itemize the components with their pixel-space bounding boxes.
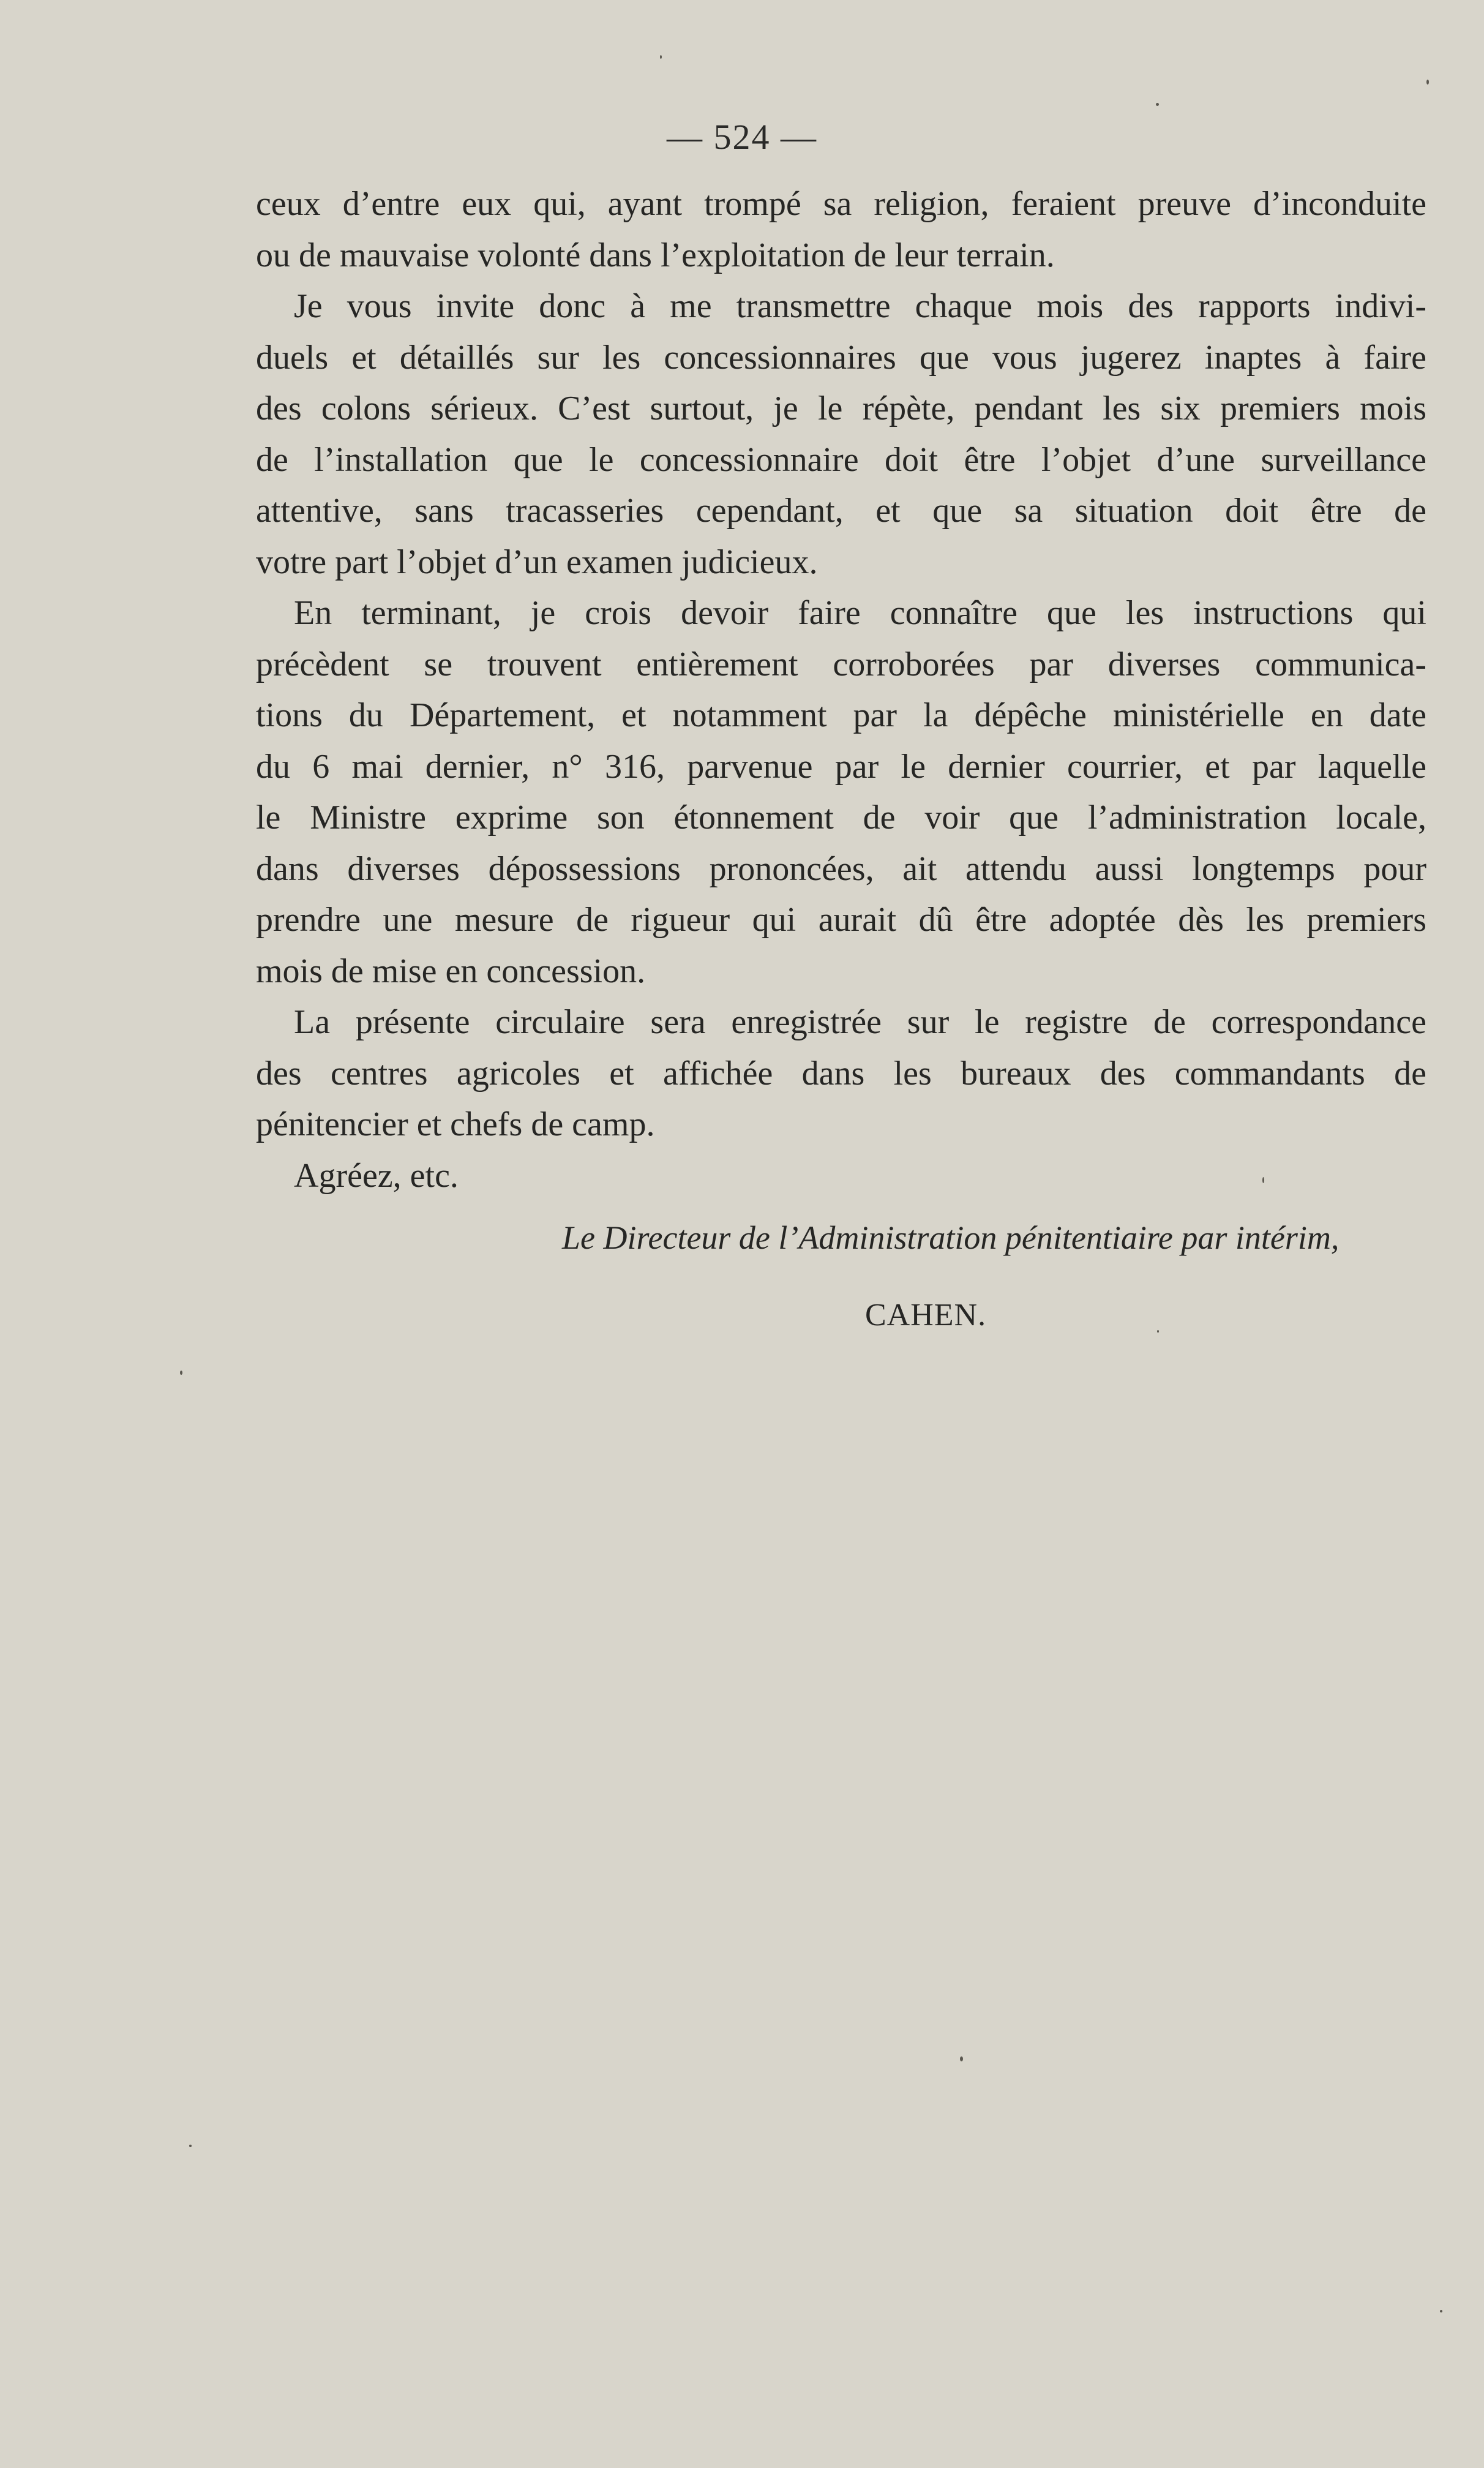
text-line: En terminant, je crois devoir faire connaître que les instructions qui xyxy=(294,594,1426,632)
paper-speck xyxy=(1426,80,1429,85)
paper-speck xyxy=(1156,103,1159,106)
paper-speck xyxy=(960,2056,963,2061)
text-line: pénitencier et chefs de camp. xyxy=(256,1105,655,1143)
body-text xyxy=(256,179,1426,1202)
text-line: Je vous invite donc à me transmettre chaque mois des rapports indivi- xyxy=(294,287,1426,325)
text-line: des centres agricoles et affichée dans les bureaux des commandants de xyxy=(256,1054,1426,1093)
text-line: tions du Département, et notamment par la dépêche ministérielle en date xyxy=(256,696,1426,734)
page-number: — 524 — xyxy=(667,117,817,157)
text-line: Agréez, etc. xyxy=(294,1156,459,1195)
text-line: votre part l’objet d’un examen judicieux. xyxy=(256,543,818,581)
paper-speck xyxy=(660,55,662,59)
text-line: prendre une mesure de rigueur qui aurait dû être adoptée dès les premiers xyxy=(256,901,1426,939)
text-line: mois de mise en concession. xyxy=(256,952,646,990)
text-line: le Ministre exprime son étonnement de voir que l’administration locale, xyxy=(256,799,1426,837)
signatory-name: CAHEN. xyxy=(865,1298,987,1333)
text-line: des colons sérieux. C’est surtout, je le répète, pendant les six premiers mois xyxy=(256,389,1426,427)
paper-speck xyxy=(180,1371,182,1375)
text-line: attentive, sans tracasseries cependant, et que sa situation doit être de xyxy=(256,492,1426,530)
signatory-title: Le Directeur de l’Administration pénitentiaire par intérim, xyxy=(562,1219,1340,1256)
paper-speck xyxy=(189,2145,192,2147)
paper-speck xyxy=(1440,2310,1442,2312)
text-line: duels et détaillés sur les concessionnaires que vous jugerez inaptes à faire xyxy=(256,338,1426,377)
text-line: du 6 mai dernier, n° 316, parvenue par le dernier courrier, et par laquelle xyxy=(256,747,1426,786)
text-line: précèdent se trouvent entièrement corroborées par diverses communica- xyxy=(256,645,1426,683)
text-line: La présente circulaire sera enregistrée sur le registre de correspondance xyxy=(294,1003,1426,1041)
text-line: ceux d’entre eux qui, ayant trompé sa religion, feraient preuve d’inconduite xyxy=(256,185,1426,223)
text-line: ou de mauvaise volonté dans l’exploitation de leur terrain. xyxy=(256,236,1055,274)
paper-speck xyxy=(1157,1330,1159,1333)
text-line: dans diverses dépossessions prononcées, ait attendu aussi longtemps pour xyxy=(256,849,1426,888)
paper-speck xyxy=(1262,1177,1264,1183)
text-line: de l’installation que le concessionnaire doit être l’objet d’une surveillance xyxy=(256,440,1426,479)
